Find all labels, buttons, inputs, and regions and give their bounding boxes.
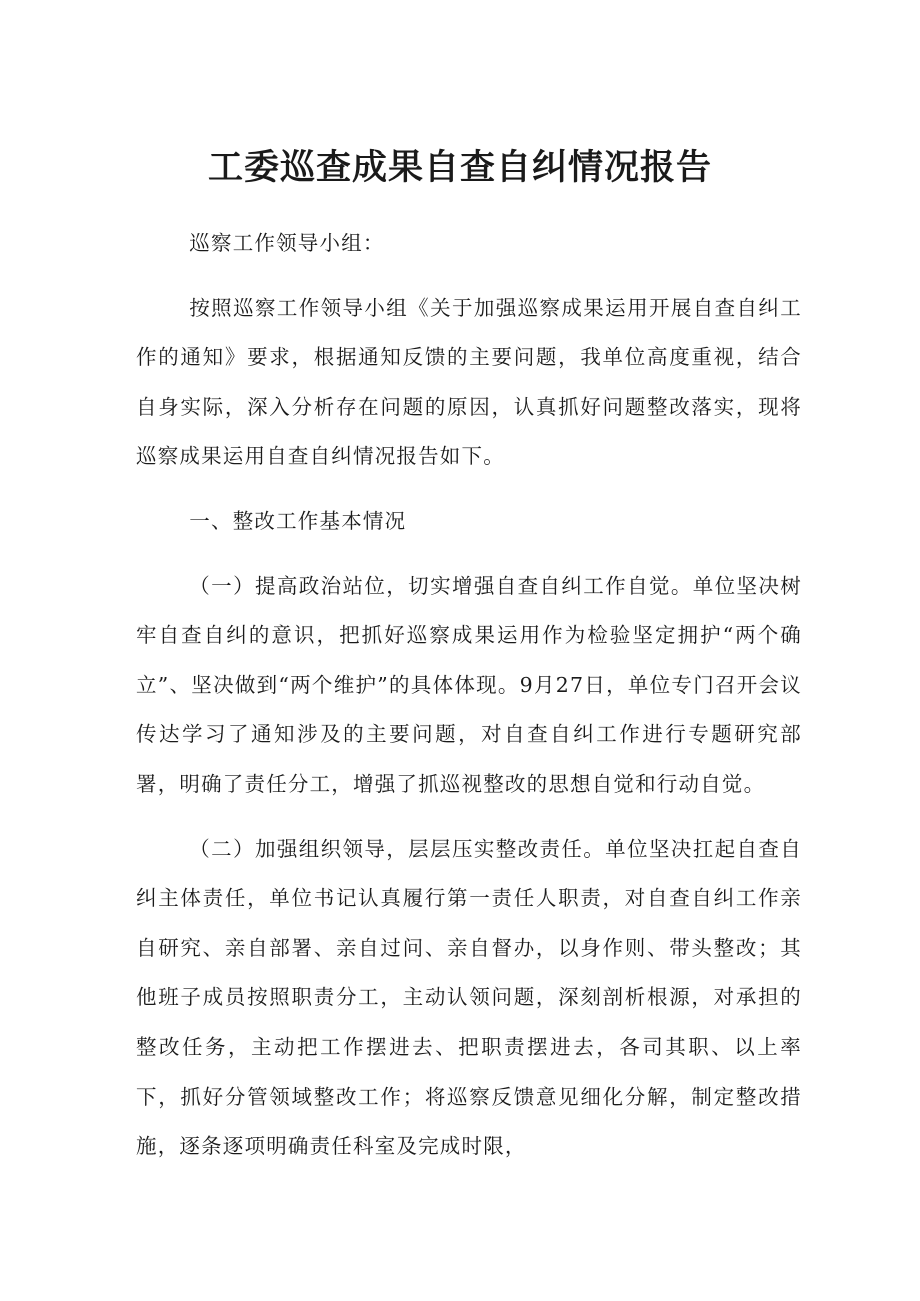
document-body [136,219,802,1172]
intro-paragraph: 按照巡察工作领导小组《关于加强巡察成果运用开展自查自纠工作的通知》要求，根据通知反馈的主要问题，我单位高度重视，结合自身实际，深入分析存在问题的原因，认真抓好问题整改落实，现将巡察成果运用自查自纠情况报告如下。 [136,295,802,469]
section-heading-1: 一、整改工作基本情况 [189,508,407,533]
salutation: 巡察工作领导小组： [189,231,385,255]
document-title: 工委巡查成果自查自纠情况报告 [207,148,712,188]
item-paragraph-2: （二）加强组织领导，层层压实整改责任。单位坚决扛起自查自纠主体责任，单位书记认真履行第一责任人职责，对自查自纠工作亲自研究、亲自部署、亲自过问、亲自督办，以身作则、带头整改；其他班子成员按照职责分工，主动认领问题，深刻剖析根源，对承担的整改任务，主动把工作摆进去、把职责摆进去，各司其职、以上率下，抓好分管领域整改工作；将巡察反馈意见细化分解，制定整改措施，逐条逐项明确责任科室及完成时限， [136,836,802,1159]
item-paragraph-1: （一）提高政治站位，切实增强自查自纠工作自觉。单位坚决树牢自查自纠的意识，把抓好巡察成果运用作为检验坚定拥护“两个确立”、坚决做到“两个维护”的具体体现。9月27日，单位专门召开会议传达学习了通知涉及的主要问题，对自查自纠工作进行专题研究部署，明确了责任分工，增强了抓巡视整改的思想自觉和行动自觉。 [136,573,802,796]
